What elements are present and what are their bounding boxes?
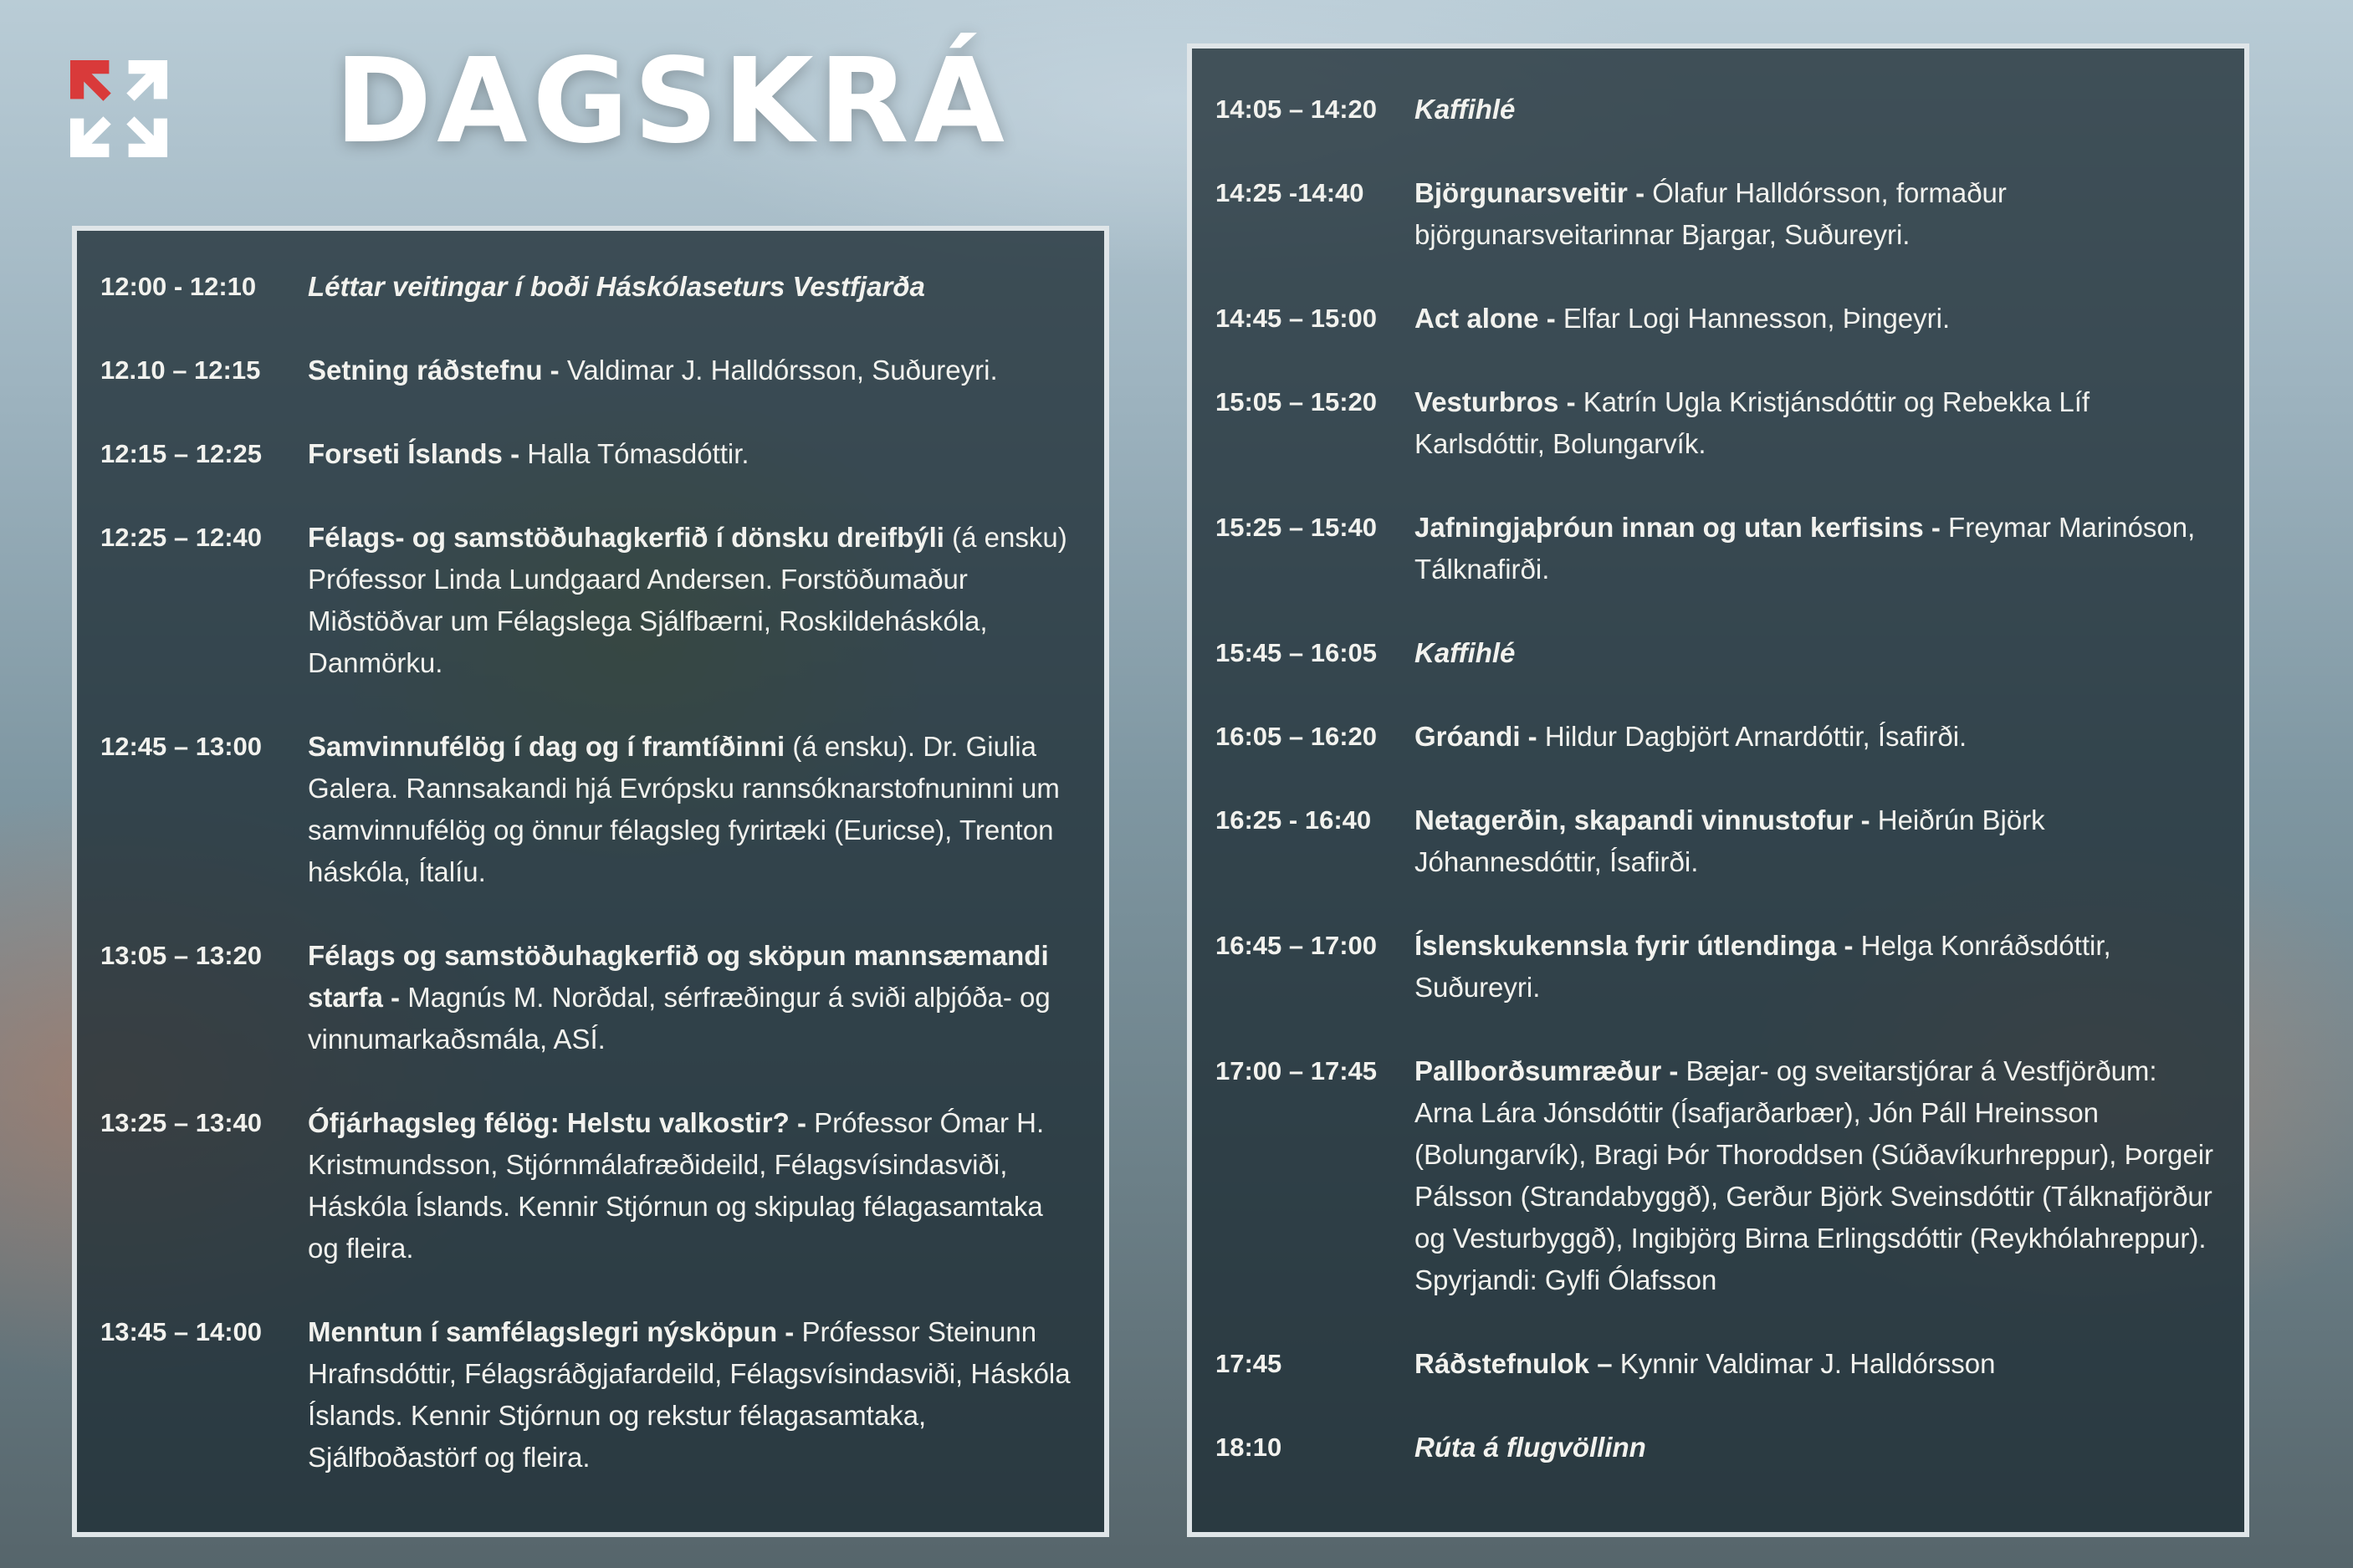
- schedule-details: Elfar Logi Hannesson, Þingeyri.: [1563, 303, 1951, 334]
- schedule-time: 15:05 – 15:20: [1215, 387, 1378, 416]
- schedule-details: Bæjar- og sveitarstjórar á Vestfjörðum: Arna Lára Jónsdóttir (Ísafjarðarbær), Jón Páll Hreinsson (Bolungarvík), Bragi Þór Thoroddsen (Súðavíkurhreppur), Þorgeir Pálsson (Strandabyggð), Gerður Björk Sveinsdóttir (Tálknafjörður og Vesturbyggð), Ingibjörg Birna Erlingsdóttir (Reykhólahreppur). Spyrjandi: Gylfi Ólafsson: [1414, 1055, 2214, 1295]
- schedule-description: [1414, 507, 2221, 590]
- schedule-item: [1215, 381, 2221, 465]
- schedule-description: [1414, 298, 2221, 340]
- schedule-description: [1414, 716, 2221, 758]
- schedule-time: 16:45 – 17:00: [1215, 931, 1378, 960]
- schedule-panel-left: [72, 226, 1109, 1537]
- schedule-description: [308, 266, 1081, 308]
- schedule-details: Hildur Dagbjört Arnardóttir, Ísafirði.: [1544, 721, 1967, 752]
- schedule-item: [1215, 925, 2221, 1009]
- schedule-title: Forseti Íslands -: [308, 438, 520, 469]
- schedule-description: [1414, 172, 2221, 256]
- schedule-details: Heiðrún Björk Jóhannesdóttir, Ísafirði.: [1414, 804, 2045, 877]
- schedule-time: 13:05 – 13:20: [100, 941, 263, 970]
- schedule-description: [1414, 925, 2221, 1009]
- schedule-item: [100, 1102, 1081, 1269]
- schedule-description: [1414, 89, 2221, 130]
- schedule-title: Act alone -: [1414, 303, 1556, 334]
- schedule-title: Félags- og samstöðuhagkerfið í dönsku dreifbýli: [308, 522, 944, 553]
- schedule-item: [100, 266, 1081, 308]
- schedule-details: Halla Tómasdóttir.: [527, 438, 749, 469]
- schedule-details: (á ensku). Dr. Giulia Galera. Rannsakandi hjá Evrópsku rannsóknarstofnuninni um samvinnufélög og önnur félagsleg fyrirtæki (Euricse), Trenton háskóla, Ítalíu.: [308, 731, 1060, 887]
- page-title: DAGSKRÁ: [335, 33, 1010, 170]
- schedule-details: (á ensku) Prófessor Linda Lundgaard Andersen. Forstöðumaður Miðstöðvar um Félagslega Sjálfbærni, Roskildeháskóla, Danmörku.: [308, 522, 1067, 678]
- schedule-title: Íslenskukennsla fyrir útlendinga -: [1414, 930, 1854, 961]
- schedule-time: 12.10 – 12:15: [100, 355, 261, 385]
- schedule-item: [1215, 716, 2221, 758]
- schedule-title: Léttar veitingar í boði Háskólaseturs Vestfjarða: [308, 271, 925, 302]
- schedule-description: [1414, 381, 2221, 465]
- schedule-time: 12:25 – 12:40: [100, 523, 263, 552]
- schedule-details: Freymar Marinóson, Tálknafirði.: [1414, 512, 2196, 585]
- schedule-details: Prófessor Steinunn Hrafnsdóttir, Félagsráðgjafardeild, Félagsvísindasviði, Háskóla Íslands. Kennir Stjórnun og rekstur félagasamtaka, Sjálfboðastörf og fleira.: [308, 1316, 1071, 1473]
- schedule-item: [100, 935, 1081, 1060]
- schedule-details: Katrín Ugla Kristjánsdóttir og Rebekka Líf Karlsdóttir, Bolungarvík.: [1414, 386, 2090, 459]
- schedule-item: [1215, 1343, 2221, 1385]
- schedule-description: [308, 726, 1081, 893]
- schedule-description: [308, 350, 1081, 391]
- schedule-details: Kynnir Valdimar J. Halldórsson: [1619, 1348, 1996, 1379]
- schedule-item: [1215, 632, 2221, 674]
- schedule-title: Menntun í samfélagslegri nýsköpun -: [308, 1316, 795, 1347]
- schedule-details: Helga Konráðsdóttir, Suðureyri.: [1414, 930, 2111, 1003]
- schedule-description: [1414, 1050, 2221, 1301]
- schedule-title: Kaffihlé: [1414, 637, 1516, 668]
- schedule-title: Gróandi -: [1414, 721, 1537, 752]
- schedule-title: Netagerðin, skapandi vinnustofur -: [1414, 804, 1870, 835]
- schedule-item: [100, 726, 1081, 893]
- schedule-time: 17:00 – 17:45: [1215, 1056, 1378, 1085]
- schedule-time: 13:25 – 13:40: [100, 1108, 263, 1137]
- schedule-time: 12:15 – 12:25: [100, 439, 263, 468]
- schedule-item: [1215, 1050, 2221, 1301]
- schedule-title: Pallborðsumræður -: [1414, 1055, 1679, 1086]
- schedule-item: [100, 350, 1081, 391]
- schedule-time: 14:45 – 15:00: [1215, 304, 1378, 333]
- schedule-description: [308, 1311, 1081, 1479]
- schedule-panel-right: [1187, 43, 2249, 1537]
- schedule-title: Ófjárhagsleg félög: Helstu valkostir? -: [308, 1107, 806, 1138]
- schedule-time: 16:25 - 16:40: [1215, 805, 1372, 835]
- arrows-logo-icon: [70, 60, 167, 157]
- schedule-time: 12:00 - 12:10: [100, 272, 257, 301]
- schedule-title: Jafningjaþróun innan og utan kerfisins -: [1414, 512, 1941, 543]
- schedule-item: [1215, 799, 2221, 883]
- schedule-item: [1215, 1427, 2221, 1468]
- schedule-title: Setning ráðstefnu -: [308, 355, 560, 386]
- schedule-item: [100, 1311, 1081, 1479]
- schedule-title: Björgunarsveitir -: [1414, 177, 1645, 208]
- schedule-description: [308, 935, 1081, 1060]
- schedule-details: Prófessor Ómar H. Kristmundsson, Stjórnmálafræðideild, Félagsvísindasviði, Háskóla Íslands. Kennir Stjórnun og skipulag félagasamtaka og fleira.: [308, 1107, 1045, 1264]
- schedule-time: 15:25 – 15:40: [1215, 513, 1378, 542]
- schedule-time: 15:45 – 16:05: [1215, 638, 1378, 667]
- schedule-description: [1414, 1343, 2221, 1385]
- schedule-item: [1215, 507, 2221, 590]
- schedule-time: 13:45 – 14:00: [100, 1317, 263, 1346]
- schedule-title: Samvinnufélög í dag og í framtíðinni: [308, 731, 785, 762]
- schedule-details: Valdimar J. Halldórsson, Suðureyri.: [566, 355, 998, 386]
- schedule-description: [1414, 1427, 2221, 1468]
- schedule-item: [100, 433, 1081, 475]
- schedule-description: [1414, 799, 2221, 883]
- schedule-details: Magnús M. Norðdal, sérfræðingur á sviði alþjóða- og vinnumarkaðsmála, ASÍ.: [308, 982, 1051, 1055]
- schedule-item: [1215, 89, 2221, 130]
- schedule-title: Ráðstefnulok –: [1414, 1348, 1613, 1379]
- schedule-description: [1414, 632, 2221, 674]
- schedule-description: [308, 433, 1081, 475]
- schedule-title: Vesturbros -: [1414, 386, 1576, 417]
- schedule-title: Félags og samstöðuhagkerfið og sköpun mannsæmandi starfa -: [308, 940, 1049, 1013]
- schedule-item: [1215, 298, 2221, 340]
- schedule-item: [1215, 172, 2221, 256]
- schedule-title: Rúta á flugvöllinn: [1414, 1432, 1646, 1463]
- schedule-description: [308, 517, 1081, 684]
- schedule-time: 12:45 – 13:00: [100, 732, 263, 761]
- schedule-time: 17:45: [1215, 1349, 1282, 1378]
- schedule-time: 14:05 – 14:20: [1215, 94, 1378, 124]
- schedule-time: 18:10: [1215, 1433, 1282, 1462]
- schedule-time: 16:05 – 16:20: [1215, 722, 1378, 751]
- schedule-time: 14:25 -14:40: [1215, 178, 1364, 207]
- schedule-details: Ólafur Halldórsson, formaður björgunarsveitarinnar Bjargar, Suðureyri.: [1414, 177, 2007, 250]
- schedule-title: Kaffihlé: [1414, 94, 1516, 125]
- schedule-description: [308, 1102, 1081, 1269]
- schedule-item: [100, 517, 1081, 684]
